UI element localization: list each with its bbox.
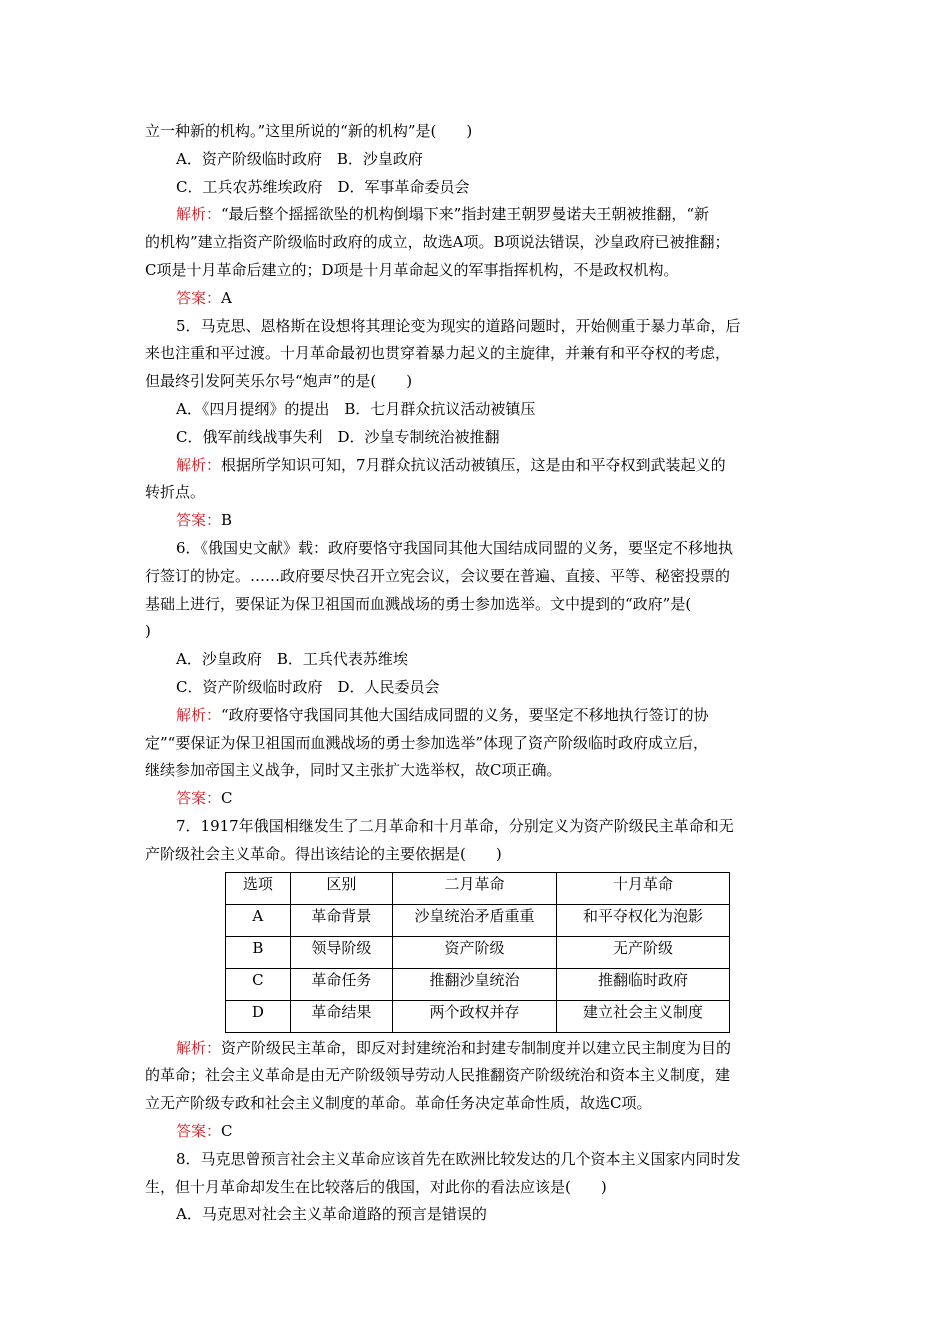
analysis-label: 解析： [176, 1038, 222, 1057]
analysis-label: 解析： [176, 705, 222, 724]
answer-label: 答案： [176, 288, 222, 307]
table-cell: 和平夺权化为泡影 [557, 904, 730, 936]
table-cell: 革命任务 [290, 968, 392, 1000]
q4-options-ab: A．资产阶级临时政府 B．沙皇政府 [176, 149, 423, 168]
table-row [226, 1000, 730, 1032]
table-cell: 推翻沙皇统治 [393, 968, 557, 1000]
table-cell: 推翻临时政府 [557, 968, 730, 1000]
table-cell: 领导阶级 [290, 936, 392, 968]
q8-option-a: A．马克思对社会主义革命道路的预言是错误的 [176, 1205, 487, 1224]
q6-analysis-line2: 定”“要保证为保卫祖国而血溅战场的勇士参加选举”体现了资产阶级临时政府成立后， [145, 733, 709, 752]
analysis-label: 解析： [176, 205, 222, 224]
q6-answer: 答案：C [176, 789, 233, 808]
q6-stem-line4: ) [145, 622, 151, 641]
document-body [145, 118, 810, 1229]
table-cell: C [226, 968, 291, 1000]
q5-options-ab: A．《四月提纲》的提出 B．七月群众抗议活动被镇压 [176, 399, 536, 418]
q5-analysis-line2: 转折点。 [145, 483, 206, 502]
q6-analysis-line3: 继续参加帝国主义战争，同时又主张扩大选举权，故C项正确。 [145, 761, 562, 780]
q4-answer: 答案：A [176, 288, 232, 307]
table-cell: B [226, 936, 291, 968]
q6-stem-line2: 行签订的协定。……政府要尽快召开立宪会议，会议要在普遍、直接、平等、秘密投票的 [145, 566, 731, 585]
q6-options-cd: C．资产阶级临时政府 D．人民委员会 [176, 677, 440, 696]
q5-stem-line1: 5．马克思、恩格斯在设想将其理论变为现实的道路问题时，开始侧重于暴力革命，后 [176, 316, 741, 335]
q7-analysis-line3: 立无产阶级专政和社会主义制度的革命。革命任务决定革命性质，故选C项。 [145, 1094, 652, 1113]
q8-stem-line1: 8．马克思曾预言社会主义革命应该首先在欧洲比较发达的几个资本主义国家内同时发 [176, 1149, 741, 1168]
table-cell: D [226, 1000, 291, 1032]
q6-options-ab: A．沙皇政府 B．工兵代表苏维埃 [176, 650, 408, 669]
q6-stem-line1: 6．《俄国史文献》载：政府要恪守我国同其他大国结成同盟的义务，要坚定不移地执 [176, 538, 734, 557]
table-row [226, 904, 730, 936]
q5-stem-line3: 但最终引发阿芙乐尔号“炮声”的是( ) [145, 372, 413, 391]
table-row [226, 968, 730, 1000]
q4-analysis-line3: C项是十月革命后建立的；D项是十月革命起义的军事指挥机构，不是政权机构。 [145, 260, 679, 279]
q7-analysis-line2: 的革命；社会主义革命是由无产阶级领导劳动人民推翻资产阶级统治和资本主义制度，建 [145, 1066, 731, 1085]
table-cell: 沙皇统治矛盾重重 [393, 904, 557, 936]
table-header-cell: 二月革命 [393, 872, 557, 904]
q7-analysis: 解析：资产阶级民主革命，即反对封建统治和封建专制制度并以建立民主制度为目的 [176, 1038, 732, 1057]
q5-analysis: 解析：根据所学知识可知，7月群众抗议活动被镇压，这是由和平夺权到武装起义的 [176, 455, 726, 474]
q4-analysis: 解析：“最后整个摇摇欲坠的机构倒塌下来”指封建王朝罗曼诺夫王朝被推翻，“新 [176, 205, 710, 224]
q7-stem-line2: 产阶级社会主义革命。得出该结论的主要依据是( ) [145, 844, 502, 863]
q7-table [225, 872, 730, 1033]
answer-label: 答案： [176, 511, 222, 530]
q8-stem-line2: 生，但十月革命却发生在比较落后的俄国，对此你的看法应该是( ) [145, 1177, 607, 1196]
table-row [226, 936, 730, 968]
q4-options-cd: C．工兵农苏维埃政府 D．军事革命委员会 [176, 177, 470, 196]
table-cell: 两个政权并存 [393, 1000, 557, 1032]
table-cell: A [226, 904, 291, 936]
q6-analysis: 解析：“政府要恪守我国同其他大国结成同盟的义务，要坚定不移地执行签订的协 [176, 705, 709, 724]
table-cell: 建立社会主义制度 [557, 1000, 730, 1032]
answer-label: 答案： [176, 789, 222, 808]
q5-options-cd: C．俄军前线战事失利 D．沙皇专制统治被推翻 [176, 427, 500, 446]
table-cell: 无产阶级 [557, 936, 730, 968]
table-cell: 革命背景 [290, 904, 392, 936]
q6-stem-line3: 基础上进行，要保证为保卫祖国而血溅战场的勇士参加选举。文中提到的“政府”是( [145, 594, 692, 613]
q4-stem-tail: 立一种新的机构。”这里所说的“新的机构”是( ) [145, 122, 473, 140]
analysis-label: 解析： [176, 455, 222, 474]
table-cell: 资产阶级 [393, 936, 557, 968]
q4-analysis-line2: 的机构”建立指资产阶级临时政府的成立，故选A项。B项说法错误，沙皇政府已被推翻； [145, 233, 730, 252]
table-header-cell: 选项 [226, 872, 291, 904]
q7-answer: 答案：C [176, 1121, 233, 1140]
table-header-cell: 区别 [290, 872, 392, 904]
table-header-row [226, 872, 730, 904]
q7-stem-line1: 7．1917年俄国相继发生了二月革命和十月革命，分别定义为资产阶级民主革命和无 [176, 816, 734, 835]
table-cell: 革命结果 [290, 1000, 392, 1032]
q5-stem-line2: 来也注重和平过渡。十月革命最初也贯穿着暴力起义的主旋律，并兼有和平夺权的考虑， [145, 344, 731, 363]
answer-label: 答案： [176, 1121, 222, 1140]
table-header-cell: 十月革命 [557, 872, 730, 904]
q5-answer: 答案：B [176, 511, 233, 530]
